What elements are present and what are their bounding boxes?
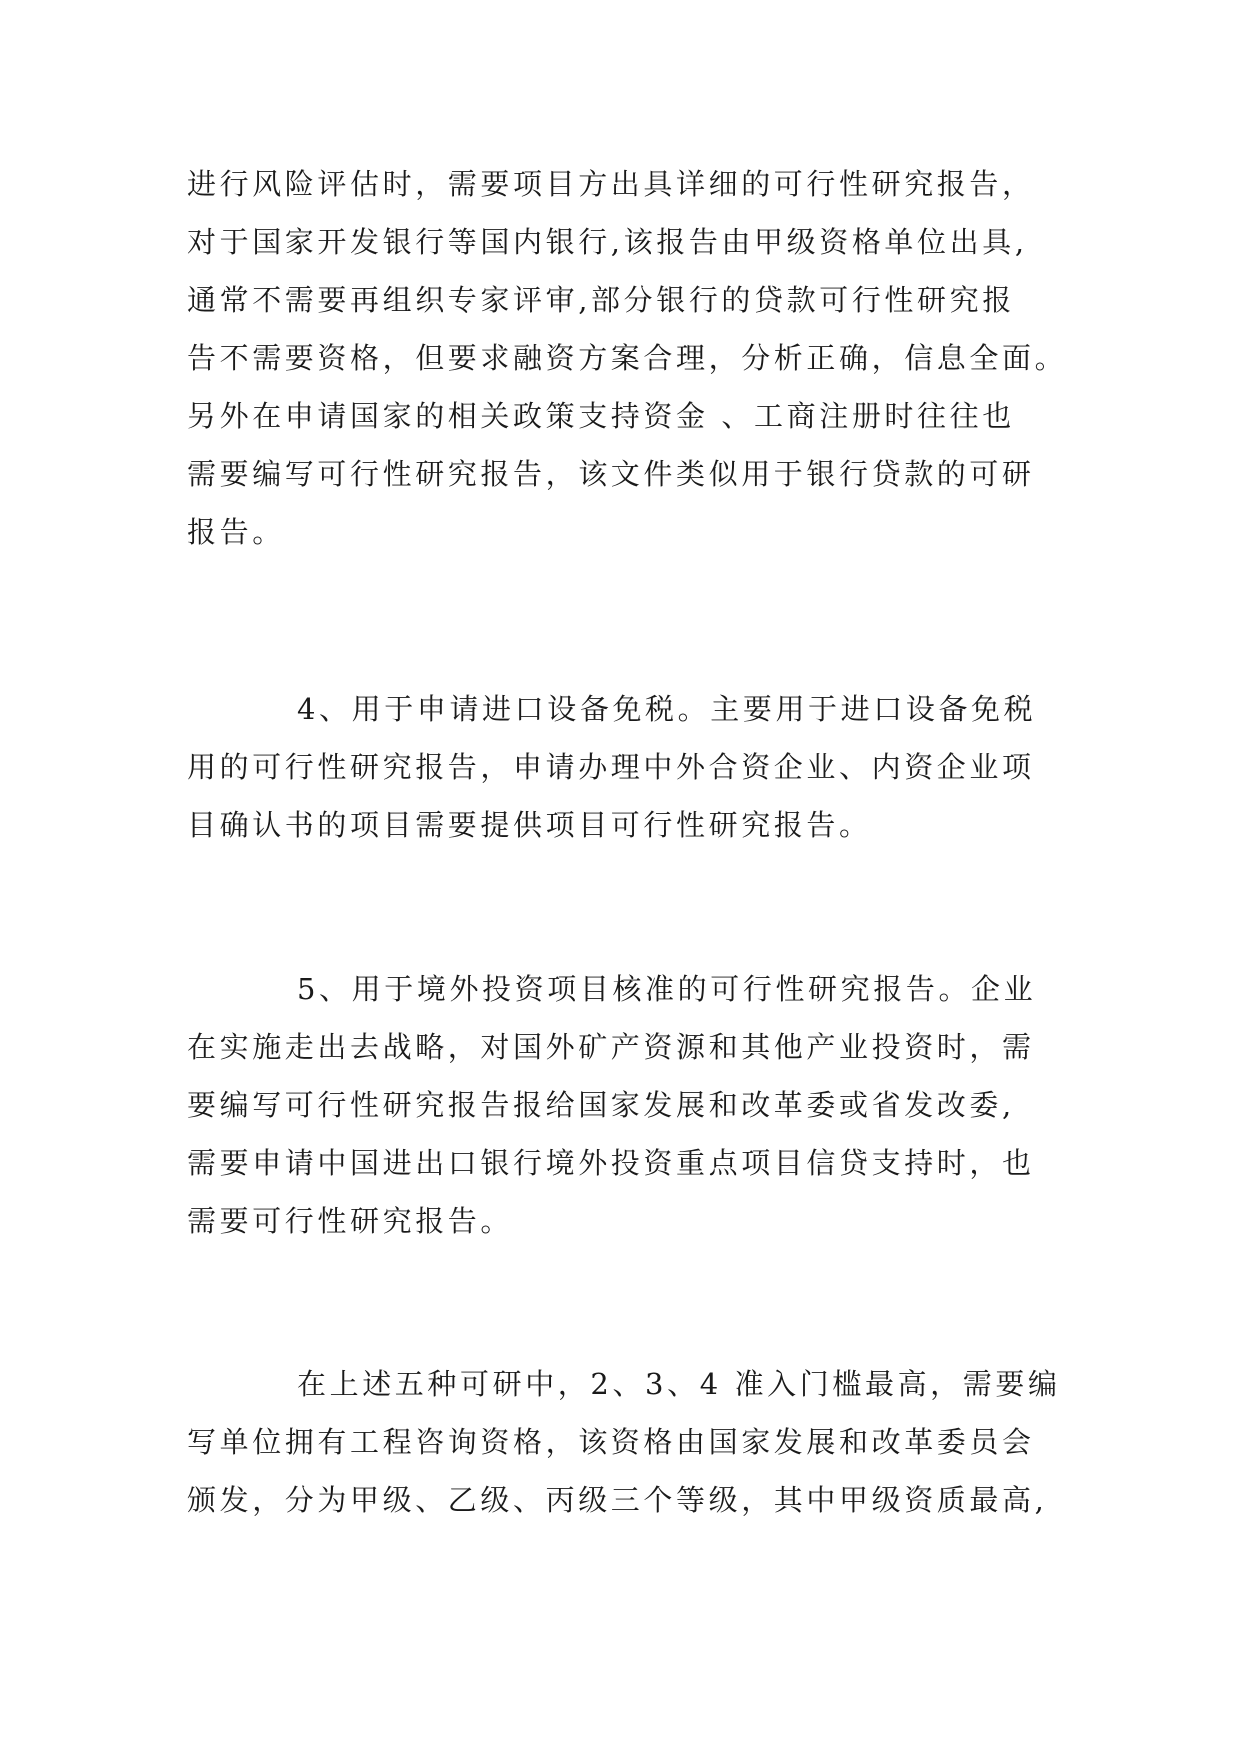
paragraph-qualification-summary (187, 1355, 1067, 1529)
paragraph-item-4-equipment-tax (187, 680, 1067, 854)
paragraph-line: 写单位拥有工程咨询资格，该资格由国家发展和改革委员会 (187, 1425, 1035, 1459)
paragraph-line: 用的可行性研究报告，申请办理中外合资企业、内资企业项 (187, 750, 1035, 784)
paragraph-line: 通常不需要再组织专家评审,部分银行的贷款可行性研究报 (187, 283, 1015, 317)
paragraph-line: 颁发，分为甲级、乙级、丙级三个等级，其中甲级资质最高, (187, 1483, 1048, 1517)
paragraph-line: 要编写可行性研究报告报给国家发展和改革委或省发改委, (187, 1088, 1015, 1122)
paragraph-line: 报告。 (187, 515, 285, 549)
paragraph-line: 5、用于境外投资项目核准的可行性研究报告。企业 (297, 972, 1037, 1006)
paragraph-line: 告不需要资格，但要求融资方案合理，分析正确，信息全面。 (187, 341, 1068, 375)
paragraph-line: 进行风险评估时，需要项目方出具详细的可行性研究报告， (187, 167, 1035, 201)
paragraph-line: 需要申请中国进出口银行境外投资重点项目信贷支持时，也 (187, 1146, 1035, 1180)
paragraph-line: 对于国家开发银行等国内银行,该报告由甲级资格单位出具, (187, 225, 1028, 259)
paragraph-line: 需要可行性研究报告。 (187, 1204, 514, 1238)
paragraph-line: 另外在申请国家的相关政策支持资金 、工商注册时往往也 (187, 399, 1015, 433)
paragraph-bank-loan-continued (187, 155, 1067, 561)
paragraph-line: 需要编写可行性研究报告，该文件类似用于银行贷款的可研 (187, 457, 1035, 491)
paragraph-item-5-overseas-investment (187, 960, 1067, 1250)
paragraph-line: 在实施走出去战略，对国外矿产资源和其他产业投资时，需 (187, 1030, 1035, 1064)
paragraph-line: 4、用于申请进口设备免税。主要用于进口设备免税 (297, 692, 1037, 726)
paragraph-line: 目确认书的项目需要提供项目可行性研究报告。 (187, 808, 872, 842)
paragraph-line: 在上述五种可研中，2、3、4 准入门槛最高，需要编 (297, 1367, 1061, 1401)
